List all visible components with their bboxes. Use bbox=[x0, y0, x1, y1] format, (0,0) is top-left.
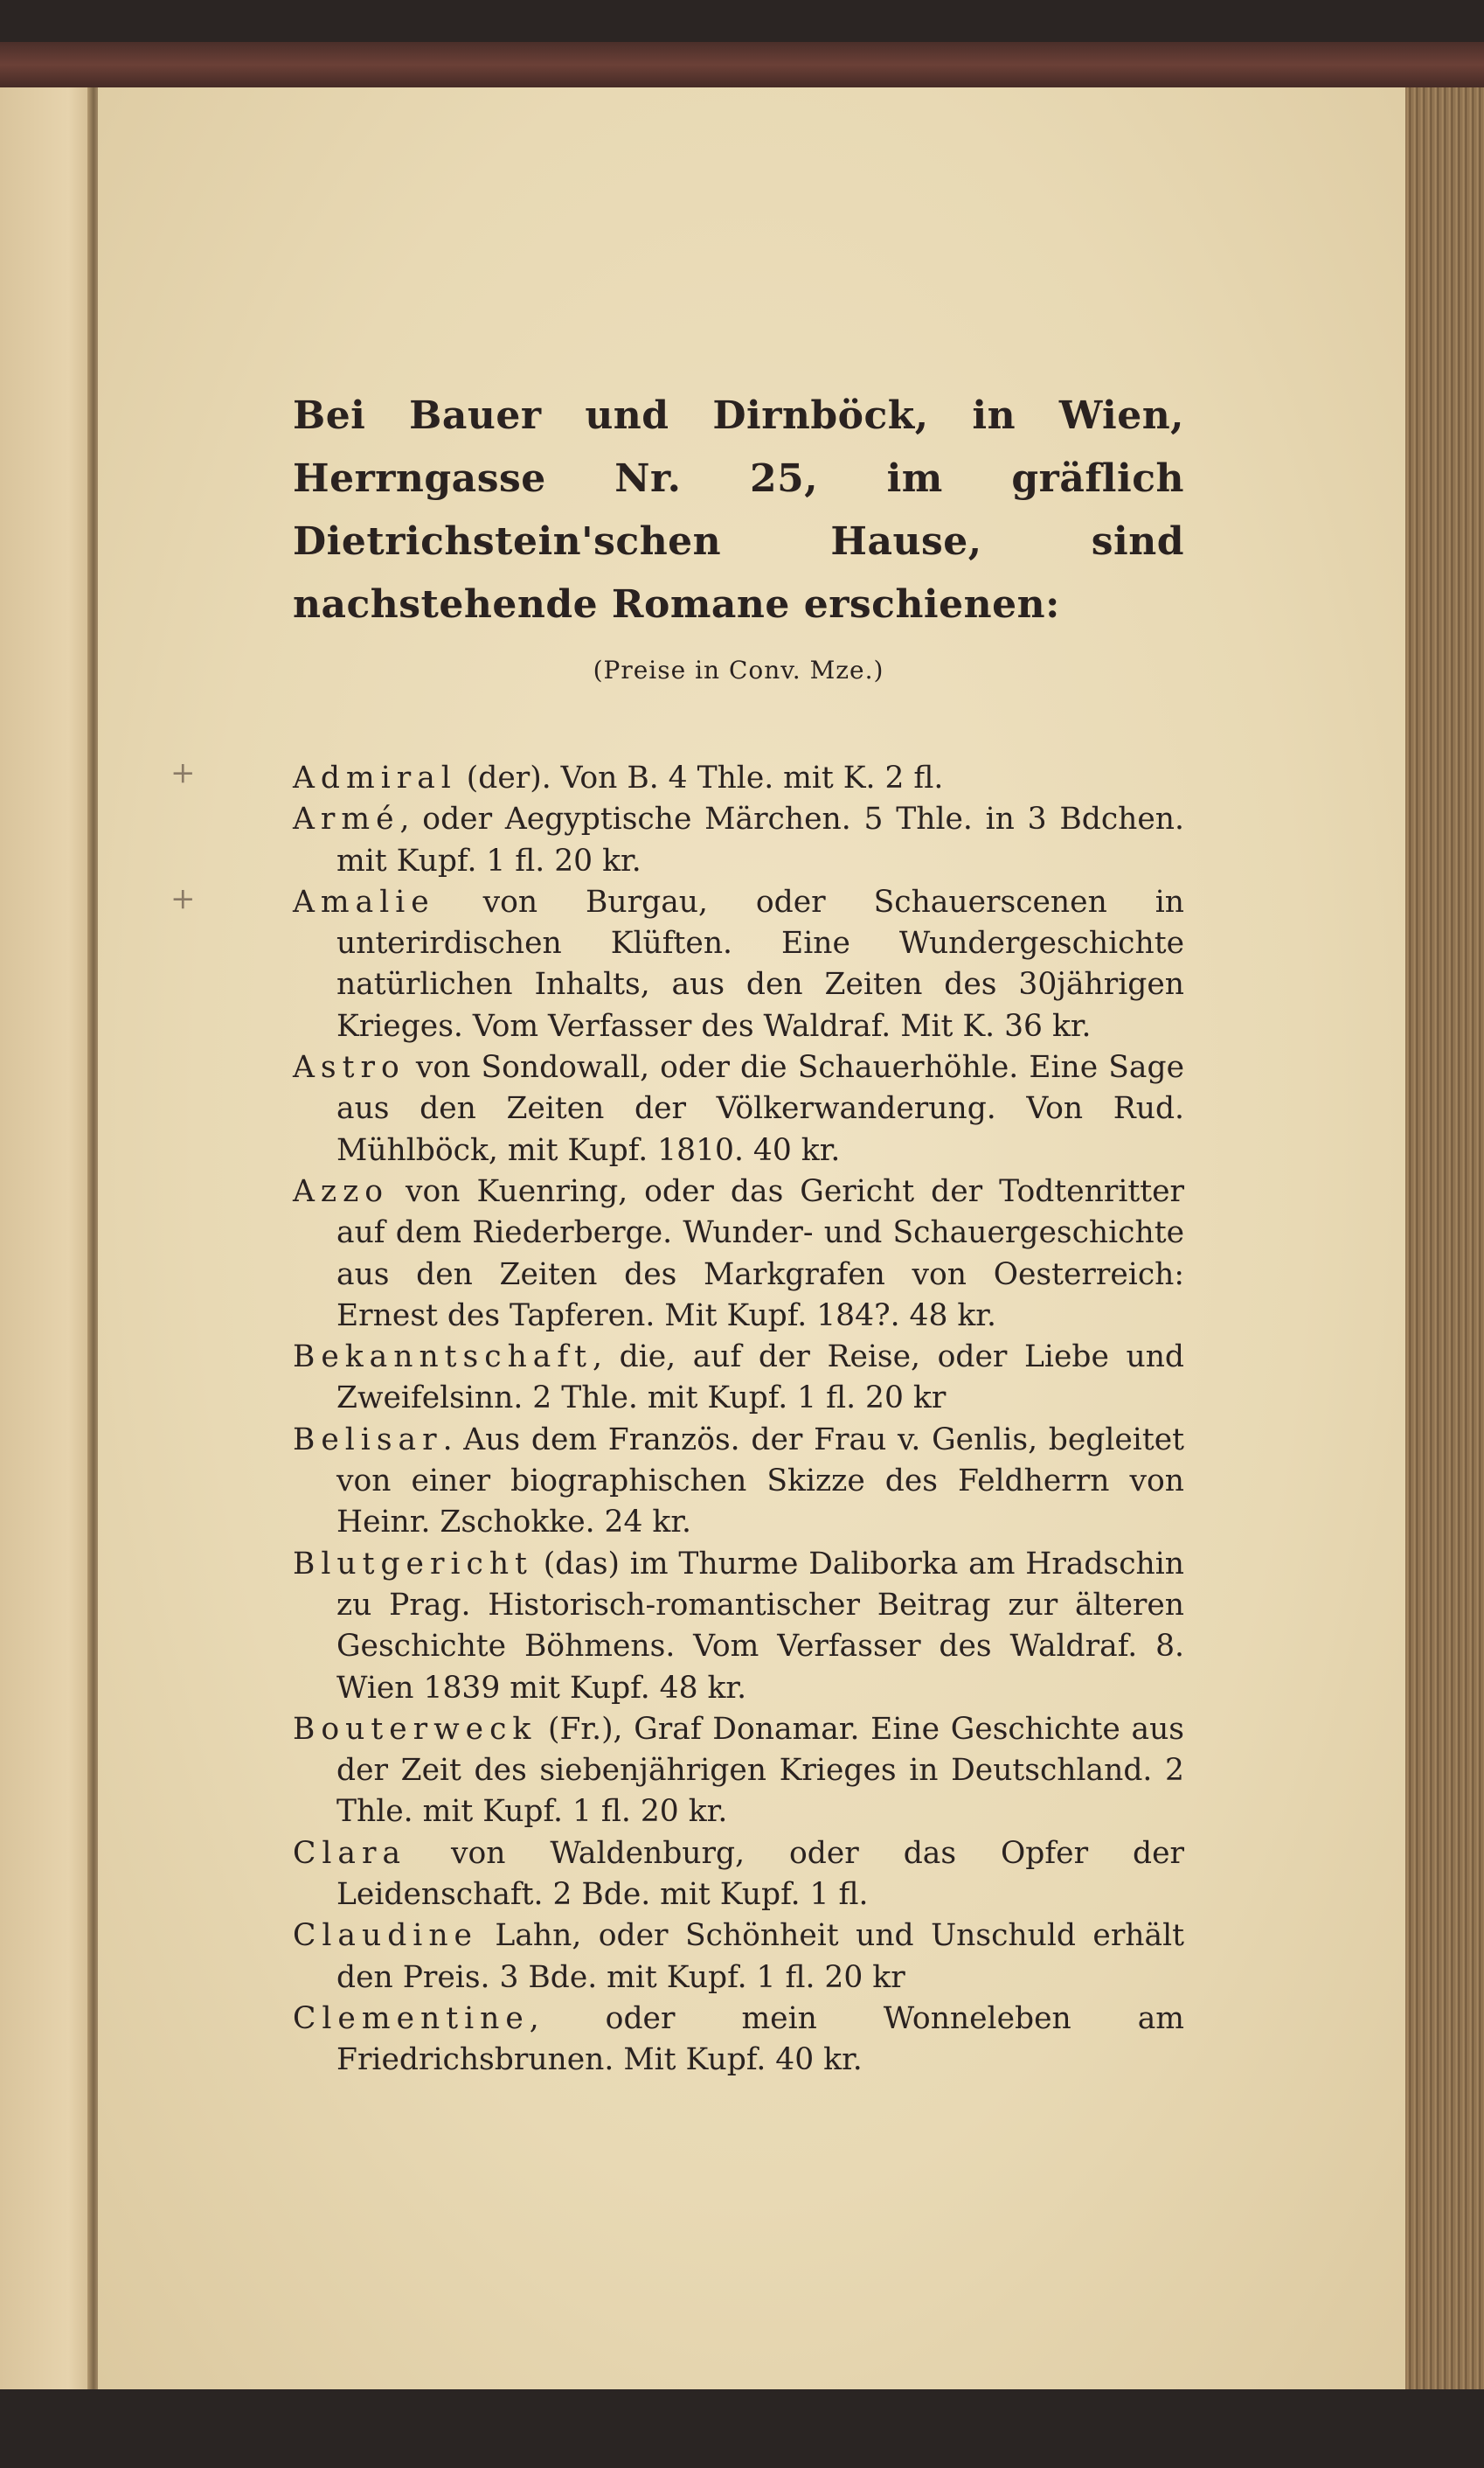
list-item bbox=[170, 880, 1184, 1047]
list-item bbox=[293, 1915, 1184, 1999]
entry-text: . Aus dem Französ. der Frau v. Genlis, begleitet von einer biographischen Skizze des Feldherrn von Heinr. Zschokke. 24 kr. bbox=[336, 1422, 1184, 1540]
list-item bbox=[293, 1544, 1184, 1709]
entry-text: , oder mein Wonneleben am Friedrichsbrunen. Mit Kupf. 40 kr. bbox=[336, 2000, 1184, 2078]
publisher-heading: Bei Bauer und Dirnböck, in Wien, Herrngasse Nr. 25, im gräflich Dietrichstein'schen Hause, sind nachstehende Romane erschienen: bbox=[293, 393, 1184, 627]
entry-key: Bekanntschaft bbox=[293, 1339, 593, 1375]
entry-key: Blutgericht bbox=[293, 1546, 533, 1582]
entry-text: von Waldenburg, oder das Opfer der Leidenschaft. 2 Bde. mit Kupf. 1 fl. bbox=[336, 1835, 1184, 1913]
left-facing-page bbox=[0, 87, 98, 2389]
entry-text: Lahn, oder Schönheit und Unschuld erhält den Preis. 3 Bde. mit Kupf. 1 fl. 20 kr bbox=[336, 1918, 1184, 1995]
entry-text: von Kuenring, oder das Gericht der Todtenritter auf dem Riederberge. Wunder- und Schauergeschichte aus den Zeiten des Markgrafen von Oesterreich: Ernest des Tapferen. Mit Kupf. 184?. 48 kr. bbox=[336, 1173, 1184, 1333]
entry-text: , die, auf der Reise, oder Liebe und Zweifelsinn. 2 Thle. mit Kupf. 1 fl. 20 kr bbox=[336, 1339, 1184, 1416]
prices-note: (Preise in Conv. Mze.) bbox=[593, 656, 884, 685]
page-stack-edge bbox=[1405, 87, 1484, 2389]
margin-mark-plus: + bbox=[170, 755, 196, 790]
entry-text: (das) im Thurme Daliborka am Hradschin zu Prag. Historisch-romantischer Beitrag zur älteren Geschichte Böhmens. Vom Verfasser des Waldraf. 8. Wien 1839 mit Kupf. 48 kr. bbox=[336, 1546, 1184, 1706]
page-content bbox=[170, 385, 1184, 2082]
entry-text: , oder Aegyptische Märchen. 5 Thle. in 3 Bdchen. mit Kupf. 1 fl. 20 kr. bbox=[336, 802, 1184, 879]
entry-key: Claudine bbox=[293, 1918, 478, 1954]
entry-key: Bouterweck bbox=[293, 1711, 537, 1747]
list-item bbox=[293, 1337, 1184, 1420]
book-cover-edge bbox=[0, 42, 1484, 93]
top-background bbox=[0, 0, 1484, 44]
list-item bbox=[293, 1171, 1184, 1337]
novel-list bbox=[170, 755, 1184, 2082]
entry-key: Clara bbox=[293, 1835, 407, 1871]
entry-text: (Fr.), Graf Donamar. Eine Geschichte aus der Zeit des siebenjährigen Krieges in Deutschland. 2 Thle. mit Kupf. 1 fl. 20 kr. bbox=[336, 1711, 1184, 1830]
entry-text: von Burgau, oder Schauerscenen in unterirdischen Klüften. Eine Wundergeschichte natürlichen Inhalts, aus den Zeiten des 30jährigen Krieges. Vom Verfasser des Waldraf. Mit K. 36 kr. bbox=[336, 884, 1184, 1044]
entry-key: Azzo bbox=[293, 1173, 390, 1209]
entry-key: Armé bbox=[293, 802, 400, 838]
entry-key: Admiral bbox=[293, 761, 457, 796]
list-item bbox=[293, 1833, 1184, 1916]
list-item bbox=[293, 1999, 1184, 2082]
margin-mark-plus: + bbox=[170, 880, 196, 916]
entry-key: Amalie bbox=[293, 884, 435, 920]
list-item bbox=[170, 755, 1184, 799]
list-item bbox=[293, 1709, 1184, 1833]
entry-key: Clementine bbox=[293, 2000, 530, 2036]
entry-key: Astro bbox=[293, 1050, 406, 1086]
list-item bbox=[293, 799, 1184, 882]
entry-text: von Sondowall, oder die Schauerhöhle. Eine Sage aus den Zeiten der Völkerwanderung. Von Rud. Mühlböck, mit Kupf. 1810. 40 kr. bbox=[336, 1050, 1184, 1168]
entry-text: (der). Von B. 4 Thle. mit K. 2 fl. bbox=[456, 761, 944, 796]
list-item bbox=[293, 1420, 1184, 1544]
bottom-background bbox=[0, 2389, 1484, 2468]
entry-key: Belisar bbox=[293, 1422, 443, 1457]
list-item bbox=[293, 1047, 1184, 1171]
